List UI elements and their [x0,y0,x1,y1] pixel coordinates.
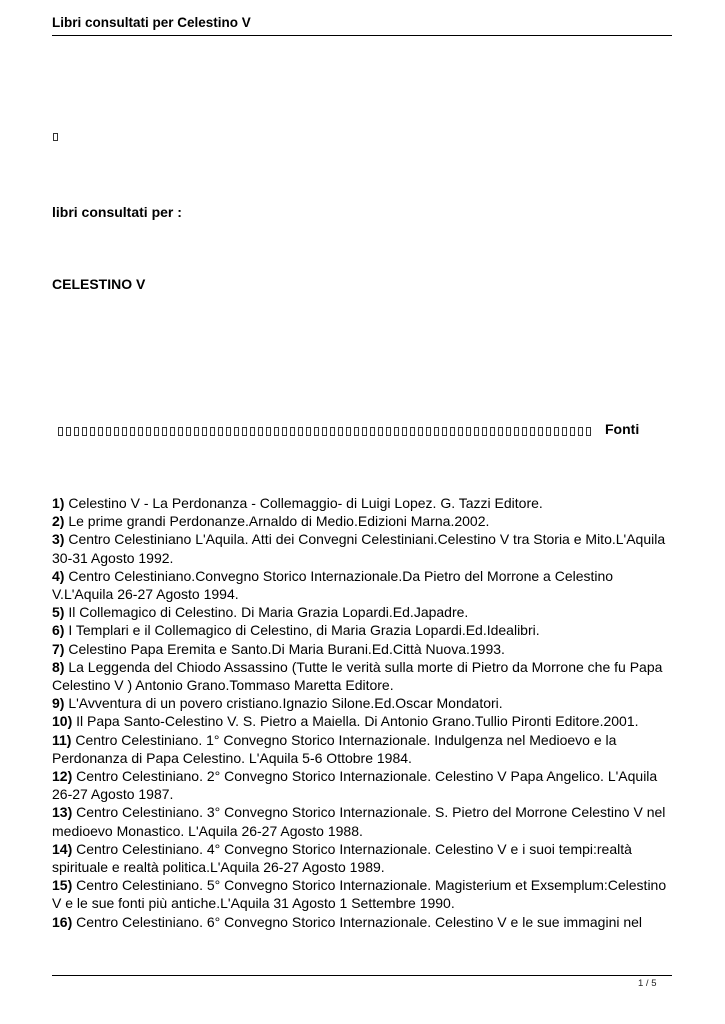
list-item-number: 9) [52,695,65,712]
missing-glyph-icon [90,427,95,436]
list-item-number: 6) [52,622,65,639]
missing-glyph-icon [186,427,191,436]
header-rule [52,35,672,36]
list-item-text: Centro Celestiniano. 2° Convegno Storico Internazionale. Celestino V Papa Angelico. L'Aquila 26-27 Agosto 1987. [52,768,658,803]
missing-glyph-icon [162,427,167,436]
list-item-number: 12) [52,768,73,785]
list-item-number: 7) [52,640,65,657]
list-item [52,567,677,603]
missing-glyph-icon [146,427,151,436]
list-item-text: Centro Celestiniano. 4° Convegno Storico Internazionale. Celestino V e i suoi tempi:realtà spirituale e realtà politica.L'Aquila 26-27 Agosto 1989. [52,840,632,876]
list-item [52,512,677,530]
missing-glyph-icon [170,427,175,436]
list-item-text: Centro Celestiniano.Convegno Storico Internazionale.Da Pietro del Morrone a Celestino V.L'Aquila 26-27 Agosto 1994. [52,567,614,603]
missing-glyph-icon [434,427,439,436]
list-item [52,621,677,639]
missing-glyph-icon [522,427,527,436]
list-item-text: Celestino V - La Perdonanza - Collemaggio- di Luigi Lopez. G. Tazzi Editore. [64,495,543,511]
missing-glyph-icon [178,427,183,436]
subtitle: libri consultati per : [52,204,182,220]
missing-glyph-icon [330,427,335,436]
list-item-text: Celestino Papa Eremita e Santo.Di Maria Burani.Ed.Città Nuova.1993. [64,640,505,657]
missing-glyph-icon [490,427,495,436]
list-item [52,603,677,621]
list-item-text: Centro Celestiniano. 1° Convegno Storico Internazionale. Indulgenza nel Medioevo e la Perdonanza di Papa Celestino. L'Aquila 5-6 Ottobre 1984. [52,731,617,766]
list-item-text: Centro Celestiniano. 3° Convegno Storico Internazionale. S. Pietro del Morrone Celestino V nel medioevo Monastico. L'Aquila 26-27 Agosto 1988. [52,804,666,839]
list-item-text: Le prime grandi Perdonanze.Arnaldo di Medio.Edizioni Marna.2002. [64,513,490,530]
list-item [52,767,677,803]
missing-glyph-icon [258,427,263,436]
list-item-text: Il Collemagico di Celestino. Di Maria Grazia Lopardi.Ed.Japadre. [64,604,469,621]
main-title: CELESTINO V [52,276,146,292]
missing-glyph-icon [226,427,231,436]
missing-glyph-icon [130,427,135,436]
list-item-number: 16) [52,913,73,930]
missing-glyph-icon [290,427,295,436]
missing-glyph-icon [234,427,239,436]
missing-glyph-icon [194,427,199,436]
missing-glyph-icon [402,427,407,436]
missing-glyph-icon [418,427,423,436]
missing-glyph-icon [554,427,559,436]
missing-glyph-icon [378,427,383,436]
missing-glyph-icon [354,427,359,436]
missing-glyph-icon [122,427,127,436]
list-item-text: Centro Celestiniano. 5° Convegno Storico Internazionale. Magisterium et Exsemplum:Celestino V e le sue fonti più antiche.L'Aquila 31 Agosto 1 Settembre 1990. [52,877,667,912]
missing-glyph-icon [338,427,343,436]
missing-glyph-icon [202,427,207,436]
footer-rule [52,975,672,976]
missing-glyph-icon [266,427,271,436]
list-item [52,658,677,694]
list-item [52,731,677,767]
list-item-text: L'Avventura di un povero cristiano.Ignazio Silone.Ed.Oscar Mondatori. [64,695,503,712]
list-item-number: 3) [52,531,65,548]
missing-glyph-icon [570,427,575,436]
missing-glyph-icon [322,427,327,436]
missing-glyph-icon [250,427,255,436]
list-item [52,712,677,730]
list-item-number: 11) [52,731,72,748]
list-item-number: 15) [52,877,73,894]
list-item [52,530,677,566]
missing-glyph-icon [82,427,87,436]
missing-glyph-icon [346,427,351,436]
missing-glyph-icon [450,427,455,436]
page-number: 1 / 5 [638,978,657,989]
list-item-number: 5) [52,604,65,621]
missing-glyph-icon [498,427,503,436]
missing-glyph-icon [306,427,311,436]
running-header: Libri consultati per Celestino V [52,15,251,30]
list-item [52,640,677,658]
list-item-number: 4) [52,567,65,584]
list-item [52,494,677,512]
missing-glyph-icon [282,427,287,436]
missing-glyph-icon [458,427,463,436]
list-item-number: 8) [52,658,65,675]
missing-glyph-icon [138,427,143,436]
list-item-text: La Leggenda del Chiodo Assassino (Tutte le verità sulla morte di Pietro da Morrone che fu Papa Celestino V ) Antonio Grano.Tommaso Maretta Editore. [52,658,663,694]
missing-glyph-icon [210,427,215,436]
list-item [52,840,677,876]
missing-glyph-icon [538,427,543,436]
missing-glyph-icon [546,427,551,436]
missing-glyph-icon [514,427,519,436]
missing-glyph-icon [370,427,375,436]
missing-glyph-icon [106,427,111,436]
missing-glyph-icon [506,427,511,436]
list-item-number: 1) [52,495,65,511]
missing-glyph-icon [426,427,431,436]
missing-glyph-icon [74,427,79,436]
missing-glyph-icon [114,427,119,436]
missing-glyph-icon [386,427,391,436]
missing-glyph-icon [442,427,447,436]
missing-glyph-icon [53,133,58,141]
list-item-text: Centro Celestiniano. 6° Convegno Storico Internazionale. Celestino V e le sue immagini nel [72,913,643,930]
missing-glyph-icon [242,427,247,436]
list-item-number: 10) [52,713,73,730]
book-list [52,494,677,931]
missing-glyph-icon [66,427,71,436]
list-item [52,876,677,912]
list-item-number: 14) [52,840,73,857]
missing-glyph-icon [482,427,487,436]
missing-glyph-icon [298,427,303,436]
missing-glyph-icon [530,427,535,436]
list-item-number: 2) [52,513,65,530]
missing-glyph-icon [274,427,279,436]
missing-glyph-icon [98,427,103,436]
list-item [52,803,677,839]
missing-glyph-icon [394,427,399,436]
list-item-text: Il Papa Santo-Celestino V. S. Pietro a Maiella. Di Antonio Grano.Tullio Pironti Editore.2001. [72,713,639,730]
missing-glyph-icon [314,427,319,436]
missing-glyph-row [58,424,591,438]
list-item [52,913,677,931]
list-item-text: Centro Celestiniano L'Aquila. Atti dei Convegni Celestiniani.Celestino V tra Storia e Mito.L'Aquila 30-31 Agosto 1992. [52,531,666,566]
list-item-number: 13) [52,804,73,821]
missing-glyph-icon [154,427,159,436]
missing-glyph-icon [586,427,591,436]
missing-glyph-icon [562,427,567,436]
missing-glyph-icon [578,427,583,436]
list-item [52,694,677,712]
missing-glyph-icon [362,427,367,436]
fonti-heading: Fonti [605,421,640,437]
missing-glyph-icon [410,427,415,436]
missing-glyph-icon [474,427,479,436]
missing-glyph-icon [466,427,471,436]
missing-glyph-icon [58,427,63,436]
list-item-text: I Templari e il Collemagico di Celestino, di Maria Grazia Lopardi.Ed.Idealibri. [64,622,540,639]
missing-glyph-icon [218,427,223,436]
